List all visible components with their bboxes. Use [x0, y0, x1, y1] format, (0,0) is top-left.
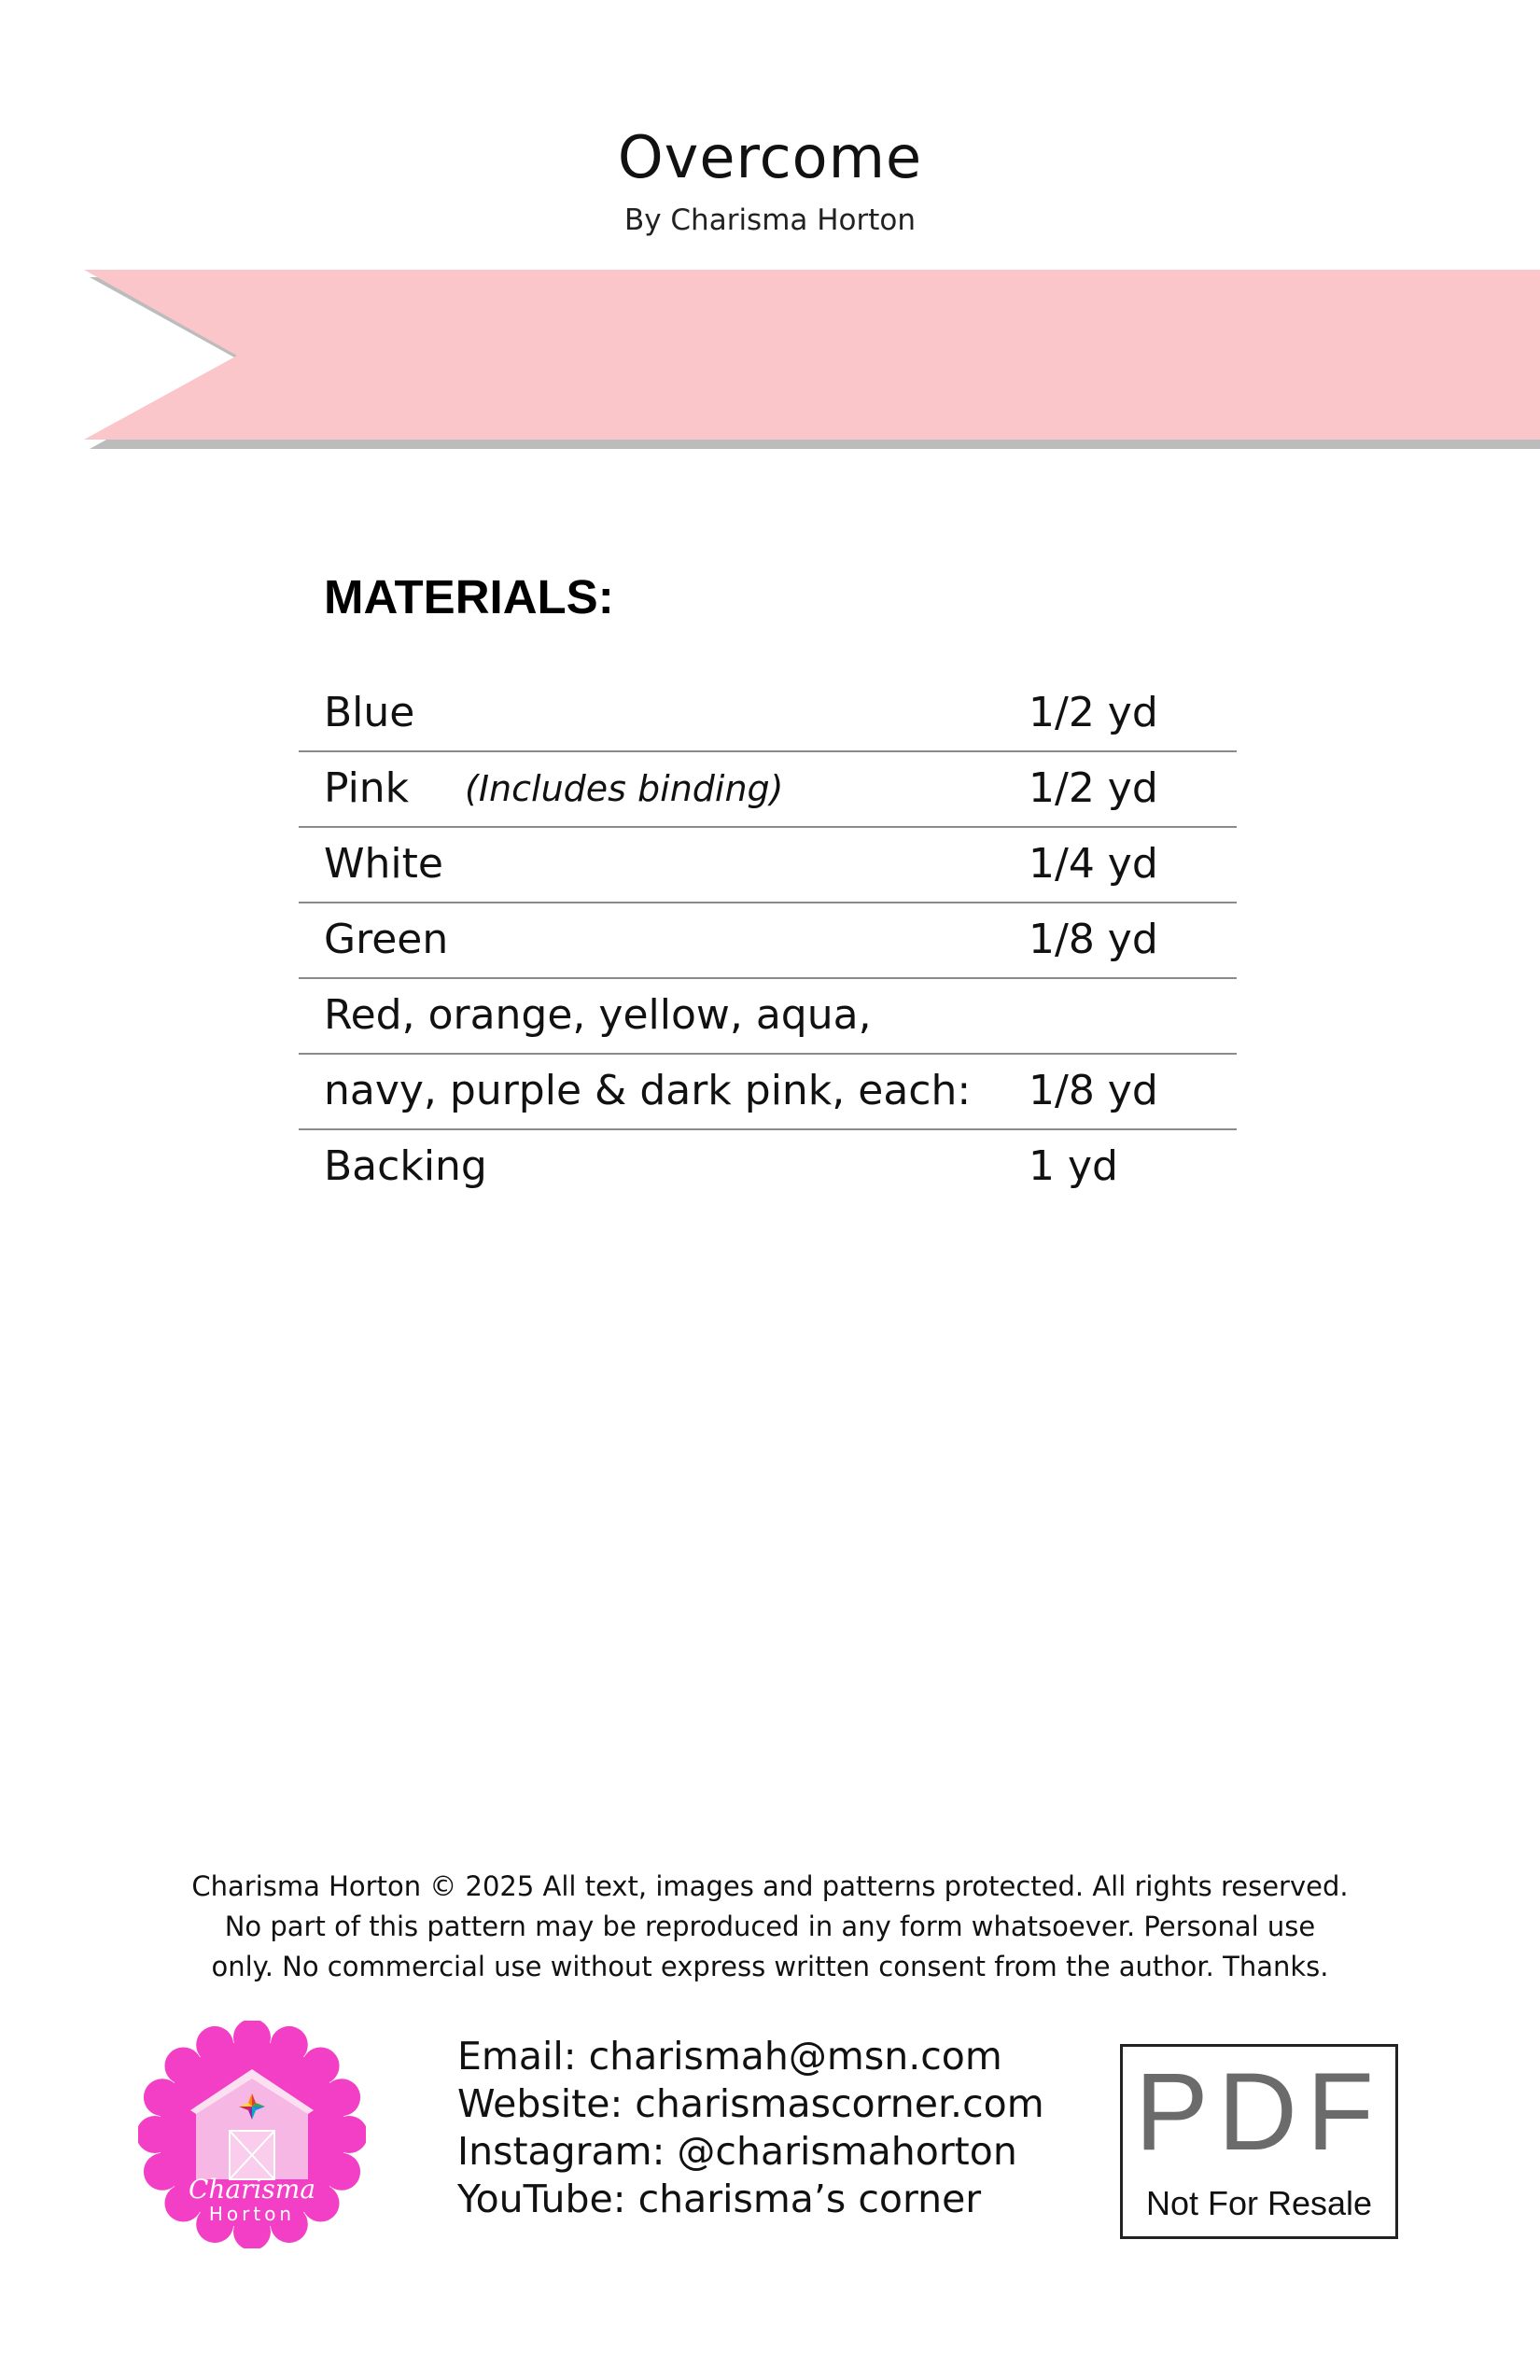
pdf-badge-title: PDF [1135, 2051, 1383, 2174]
copyright-line: No part of this pattern may be reproduced in any form whatsoever. Personal use [224, 1911, 1316, 1942]
material-item: White [324, 840, 443, 888]
contact-info [457, 2033, 1044, 2223]
logo-name: Charisma [188, 2174, 316, 2205]
material-quantity: 1 yd [1029, 1142, 1118, 1190]
copyright-line: Charisma Horton © 2025 All text, images and patterns protected. All rights reserved. [191, 1870, 1349, 1902]
materials-heading: MATERIALS: [324, 570, 614, 623]
banner-ribbon [84, 270, 1540, 440]
material-quantity: 1/2 yd [1029, 764, 1158, 812]
pink-banner-ribbon [84, 266, 1540, 453]
website-text: Website: charismascorner.com [457, 2081, 1044, 2126]
material-quantity: 1/2 yd [1029, 689, 1158, 736]
pdf-badge-subtitle: Not For Resale [1145, 2184, 1373, 2222]
materials-row [299, 903, 1237, 979]
material-item: Pink [324, 764, 410, 812]
material-item: Backing [324, 1142, 487, 1190]
material-item: Green [324, 916, 449, 963]
material-quantity: 1/4 yd [1029, 840, 1158, 888]
material-item: Red, orange, yellow, aqua, [324, 991, 872, 1039]
youtube-text: YouTube: charisma’s corner [457, 2177, 982, 2221]
copyright-line: only. No commercial use without express written consent from the author. Thanks. [211, 1951, 1329, 1982]
material-quantity: 1/8 yd [1029, 1067, 1158, 1114]
materials-table [299, 677, 1237, 1204]
materials-row [299, 828, 1237, 903]
material-quantity: 1/8 yd [1029, 916, 1158, 963]
pdf-badge [1120, 2044, 1398, 2239]
author-byline: By Charisma Horton [623, 203, 917, 237]
barn-star-logo-icon [138, 2021, 366, 2248]
page-title: Overcome [617, 123, 923, 191]
materials-row [299, 677, 1237, 752]
materials-row [299, 1055, 1237, 1130]
materials-row [299, 752, 1237, 828]
copyright-notice [0, 1867, 1540, 1987]
instagram-text: Instagram: @charismahorton [457, 2129, 1017, 2174]
email-text: Email: charismah@msn.com [457, 2034, 1002, 2079]
materials-row [299, 979, 1237, 1055]
material-item: Blue [324, 689, 415, 736]
materials-row [299, 1130, 1237, 1204]
material-item: navy, purple & dark pink, each: [324, 1067, 972, 1114]
logo-subname: Horton [208, 2203, 296, 2225]
material-note: (Includes binding) [465, 768, 784, 809]
